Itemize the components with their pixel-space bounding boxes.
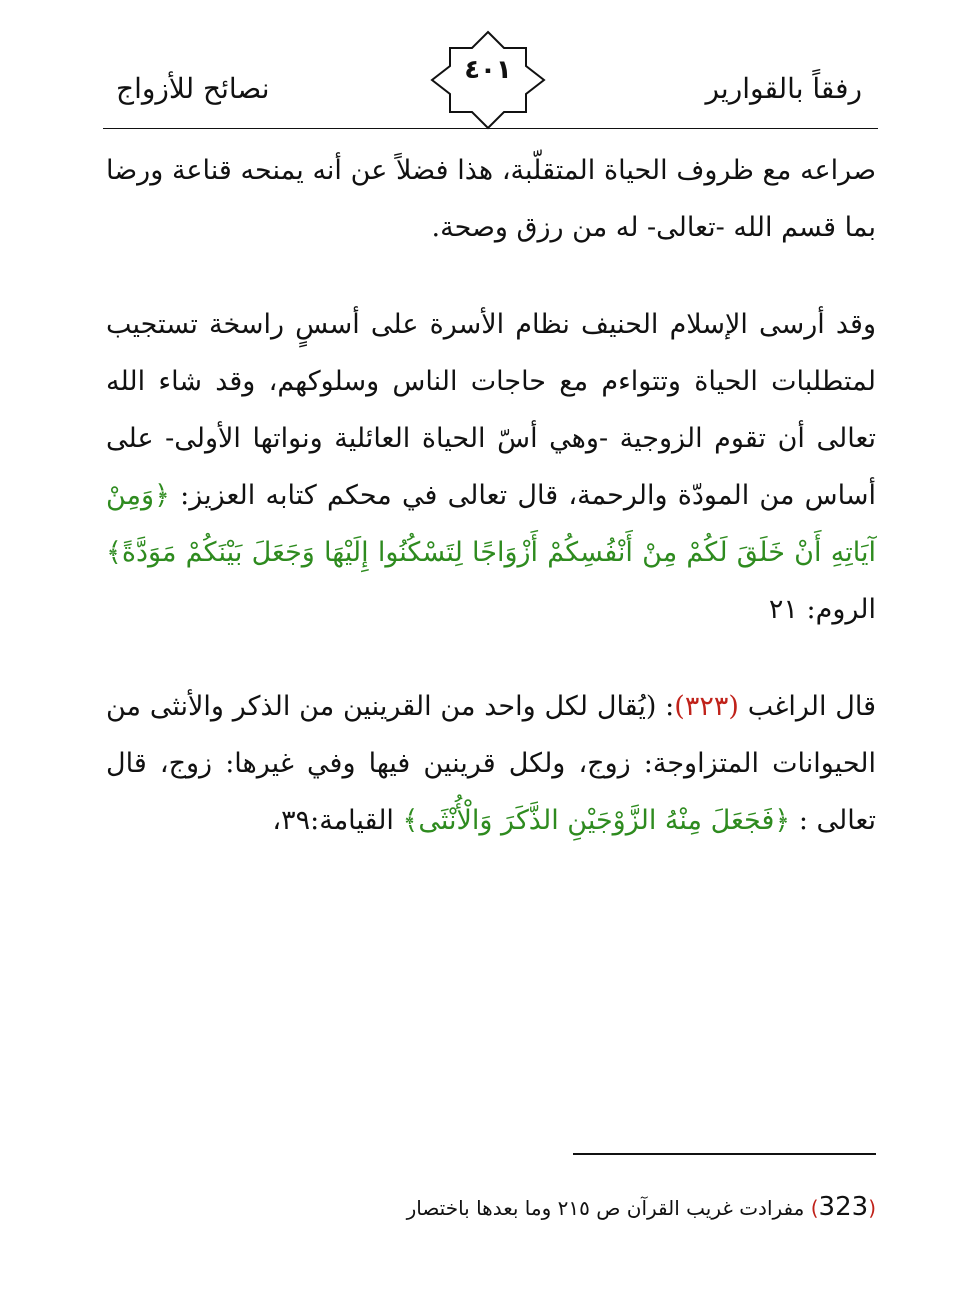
- paragraph-3-text: : (يُقال لكل واحد من القرينين من الذكر والأنثى من الحيوانات المتزاوجة: زوج، ولكل قرينين فيها وفي غيرها: زوج، قال تعالى :: [106, 691, 876, 836]
- section-title: نصائح للأزواج: [116, 72, 270, 105]
- paragraph-3: [106, 678, 876, 849]
- header-divider: [103, 128, 878, 129]
- footnote-open-paren: (: [868, 1196, 876, 1220]
- paragraph-1: صراعه مع ظروف الحياة المتقلّبة، هذا فضلاً عن أنه يمنحه قناعة ورضا بما قسم الله -تعالى- له من رزق وصحة.: [106, 155, 876, 243]
- verse-reference-rum: الروم: ٢١: [768, 594, 876, 625]
- footnote-number: 323: [818, 1192, 869, 1222]
- quran-open-bracket: ﴿: [774, 805, 791, 836]
- quran-close-bracket: ﴾: [106, 537, 122, 568]
- page-number-badge: [428, 30, 548, 130]
- paragraph-3-start: قال الراغب: [738, 691, 876, 722]
- page-header: [0, 0, 980, 135]
- footnote-reference: (٣٢٣): [674, 691, 739, 722]
- footnote: [300, 1192, 876, 1222]
- verse-reference-qiyamah: القيامة:٣٩،: [272, 805, 403, 836]
- paragraph-2-text: وقد أرسى الإسلام الحنيف نظام الأسرة على أسسٍ راسخة تستجيب لمتطلبات الحياة وتتواءم مع حاجات الناس وسلوكهم، وقد شاء الله تعالى أن تقوم الزوجية -وهي أسّ الحياة العائلية ونواتها الأولى- على أساس من المودّة والرحمة، قال تعالى في محكم كتابه العزيز:: [106, 309, 876, 511]
- book-title: رفقاً بالقوارير: [705, 72, 862, 105]
- footnote-divider: [573, 1153, 876, 1155]
- footnote-close-paren: ): [810, 1196, 819, 1220]
- footnote-text: مفرادت غريب القرآن ص ٢١٥ وما بعدها باختصار: [406, 1196, 811, 1220]
- paragraph-gap: [106, 256, 876, 296]
- quran-open-bracket: ﴿: [154, 480, 170, 511]
- paragraph-gap: [106, 638, 876, 678]
- quran-close-bracket: ﴾: [402, 805, 419, 836]
- paragraph-2: [106, 296, 876, 638]
- quran-verse-rum: وَمِنْ آيَاتِهِ أَنْ خَلَقَ لَكُمْ مِنْ أَنْفُسِكُمْ أَزْوَاجًا لِتَسْكُنُوا إِلَيْهَا وَجَعَلَ بَيْنَكُمْ مَوَدَّةً: [106, 480, 876, 568]
- main-text: [106, 142, 876, 849]
- quran-verse-qiyamah: فَجَعَلَ مِنْهُ الزَّوْجَيْنِ الذَّكَرَ وَالْأُنْثَى: [418, 805, 775, 836]
- page-number: ٤٠١: [464, 55, 512, 85]
